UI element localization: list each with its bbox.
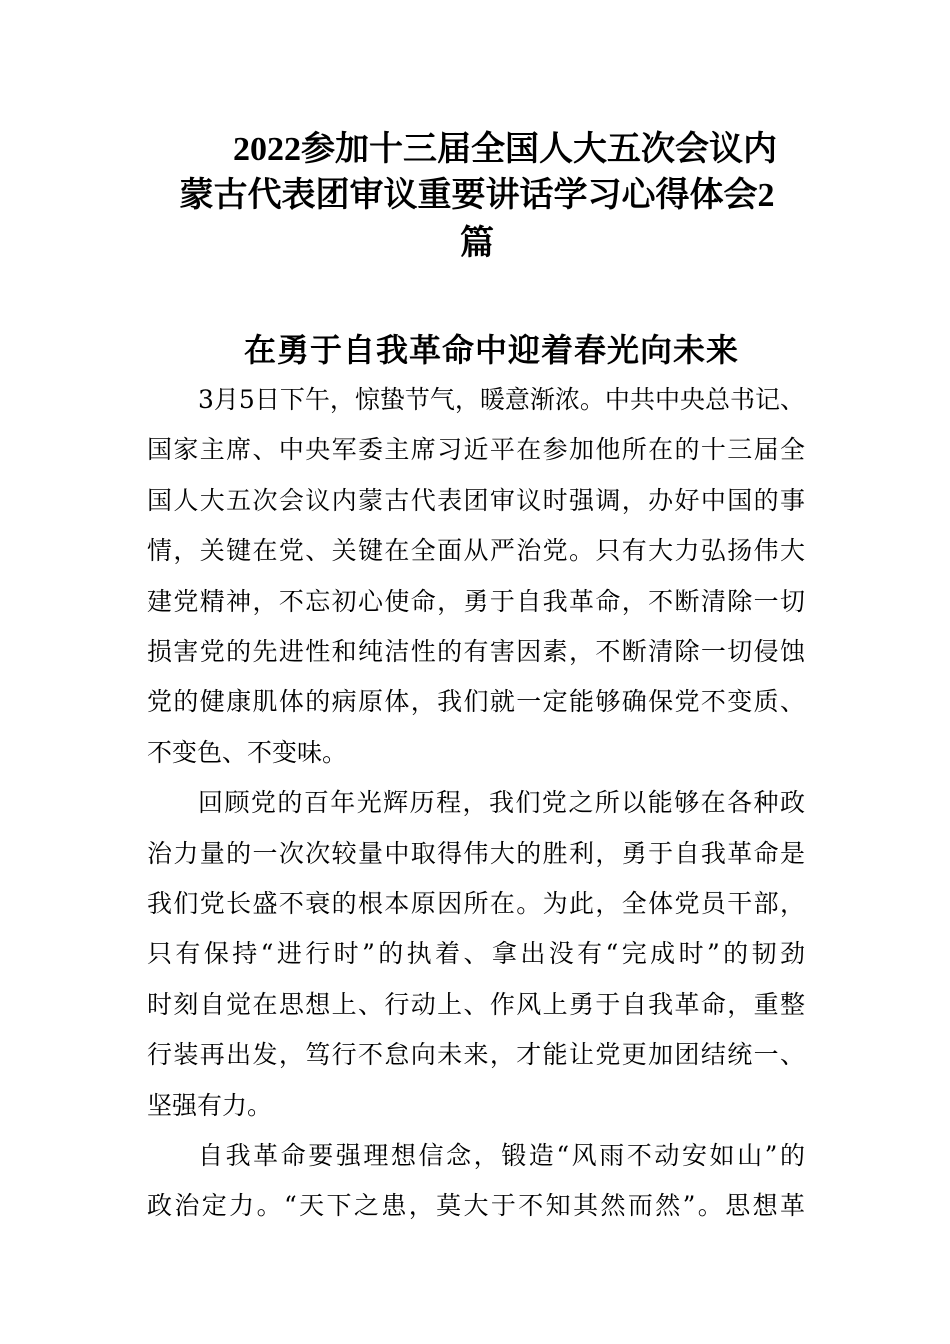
paragraph-line: 国人大五次会议内蒙古代表团审议时强调，办好中国的事 <box>147 485 805 515</box>
paragraph-line: 政治定力。“天下之患，莫大于不知其然而然”。思想革 <box>147 1191 805 1221</box>
paragraph-line: 损害党的先进性和纯洁性的有害因素，不断清除一切侵蚀 <box>147 637 805 666</box>
paragraph-line: 3月5日下午，惊蛰节气，暖意渐浓。中共中央总书记、 <box>198 385 805 414</box>
document-title-line-1: 2022参加十三届全国人大五次会议内 <box>233 131 777 168</box>
paragraph-line: 国家主席、中央军委主席习近平在参加他所在的十三届全 <box>147 435 805 465</box>
document-title-line-2: 蒙古代表团审议重要讲话学习心得体会2 <box>179 177 775 214</box>
document-title-line-3: 篇 <box>460 225 494 262</box>
paragraph-line: 时刻自觉在思想上、行动上、作风上勇于自我革命，重整 <box>147 989 805 1019</box>
paragraph-line: 治力量的一次次较量中取得伟大的胜利，勇于自我革命是 <box>147 838 805 868</box>
paragraph-line: 行装再出发，笃行不怠向未来，才能让党更加团结统一、 <box>147 1040 805 1070</box>
paragraph-line: 建党精神，不忘初心使命，勇于自我革命，不断清除一切 <box>147 586 805 616</box>
paragraph-line: 回顾党的百年光辉历程，我们党之所以能够在各种政 <box>198 788 805 818</box>
paragraph-line: 自我革命要强理想信念，锻造“风雨不动安如山”的 <box>198 1141 805 1170</box>
paragraph-line: 党的健康肌体的病原体，我们就一定能够确保党不变质、 <box>147 687 805 717</box>
paragraph-line: 坚强有力。 <box>147 1090 273 1120</box>
article-subtitle: 在勇于自我革命中迎着春光向未来 <box>244 331 740 369</box>
paragraph-line: 不变色、不变味。 <box>147 737 348 767</box>
paragraph-line: 只有保持“进行时”的执着、拿出没有“完成时”的韧劲 <box>147 939 805 969</box>
paragraph-line: 情，关键在党、关键在全面从严治党。只有大力弘扬伟大 <box>147 536 805 566</box>
paragraph-line: 我们党长盛不衰的根本原因所在。为此，全体党员干部， <box>147 889 805 918</box>
